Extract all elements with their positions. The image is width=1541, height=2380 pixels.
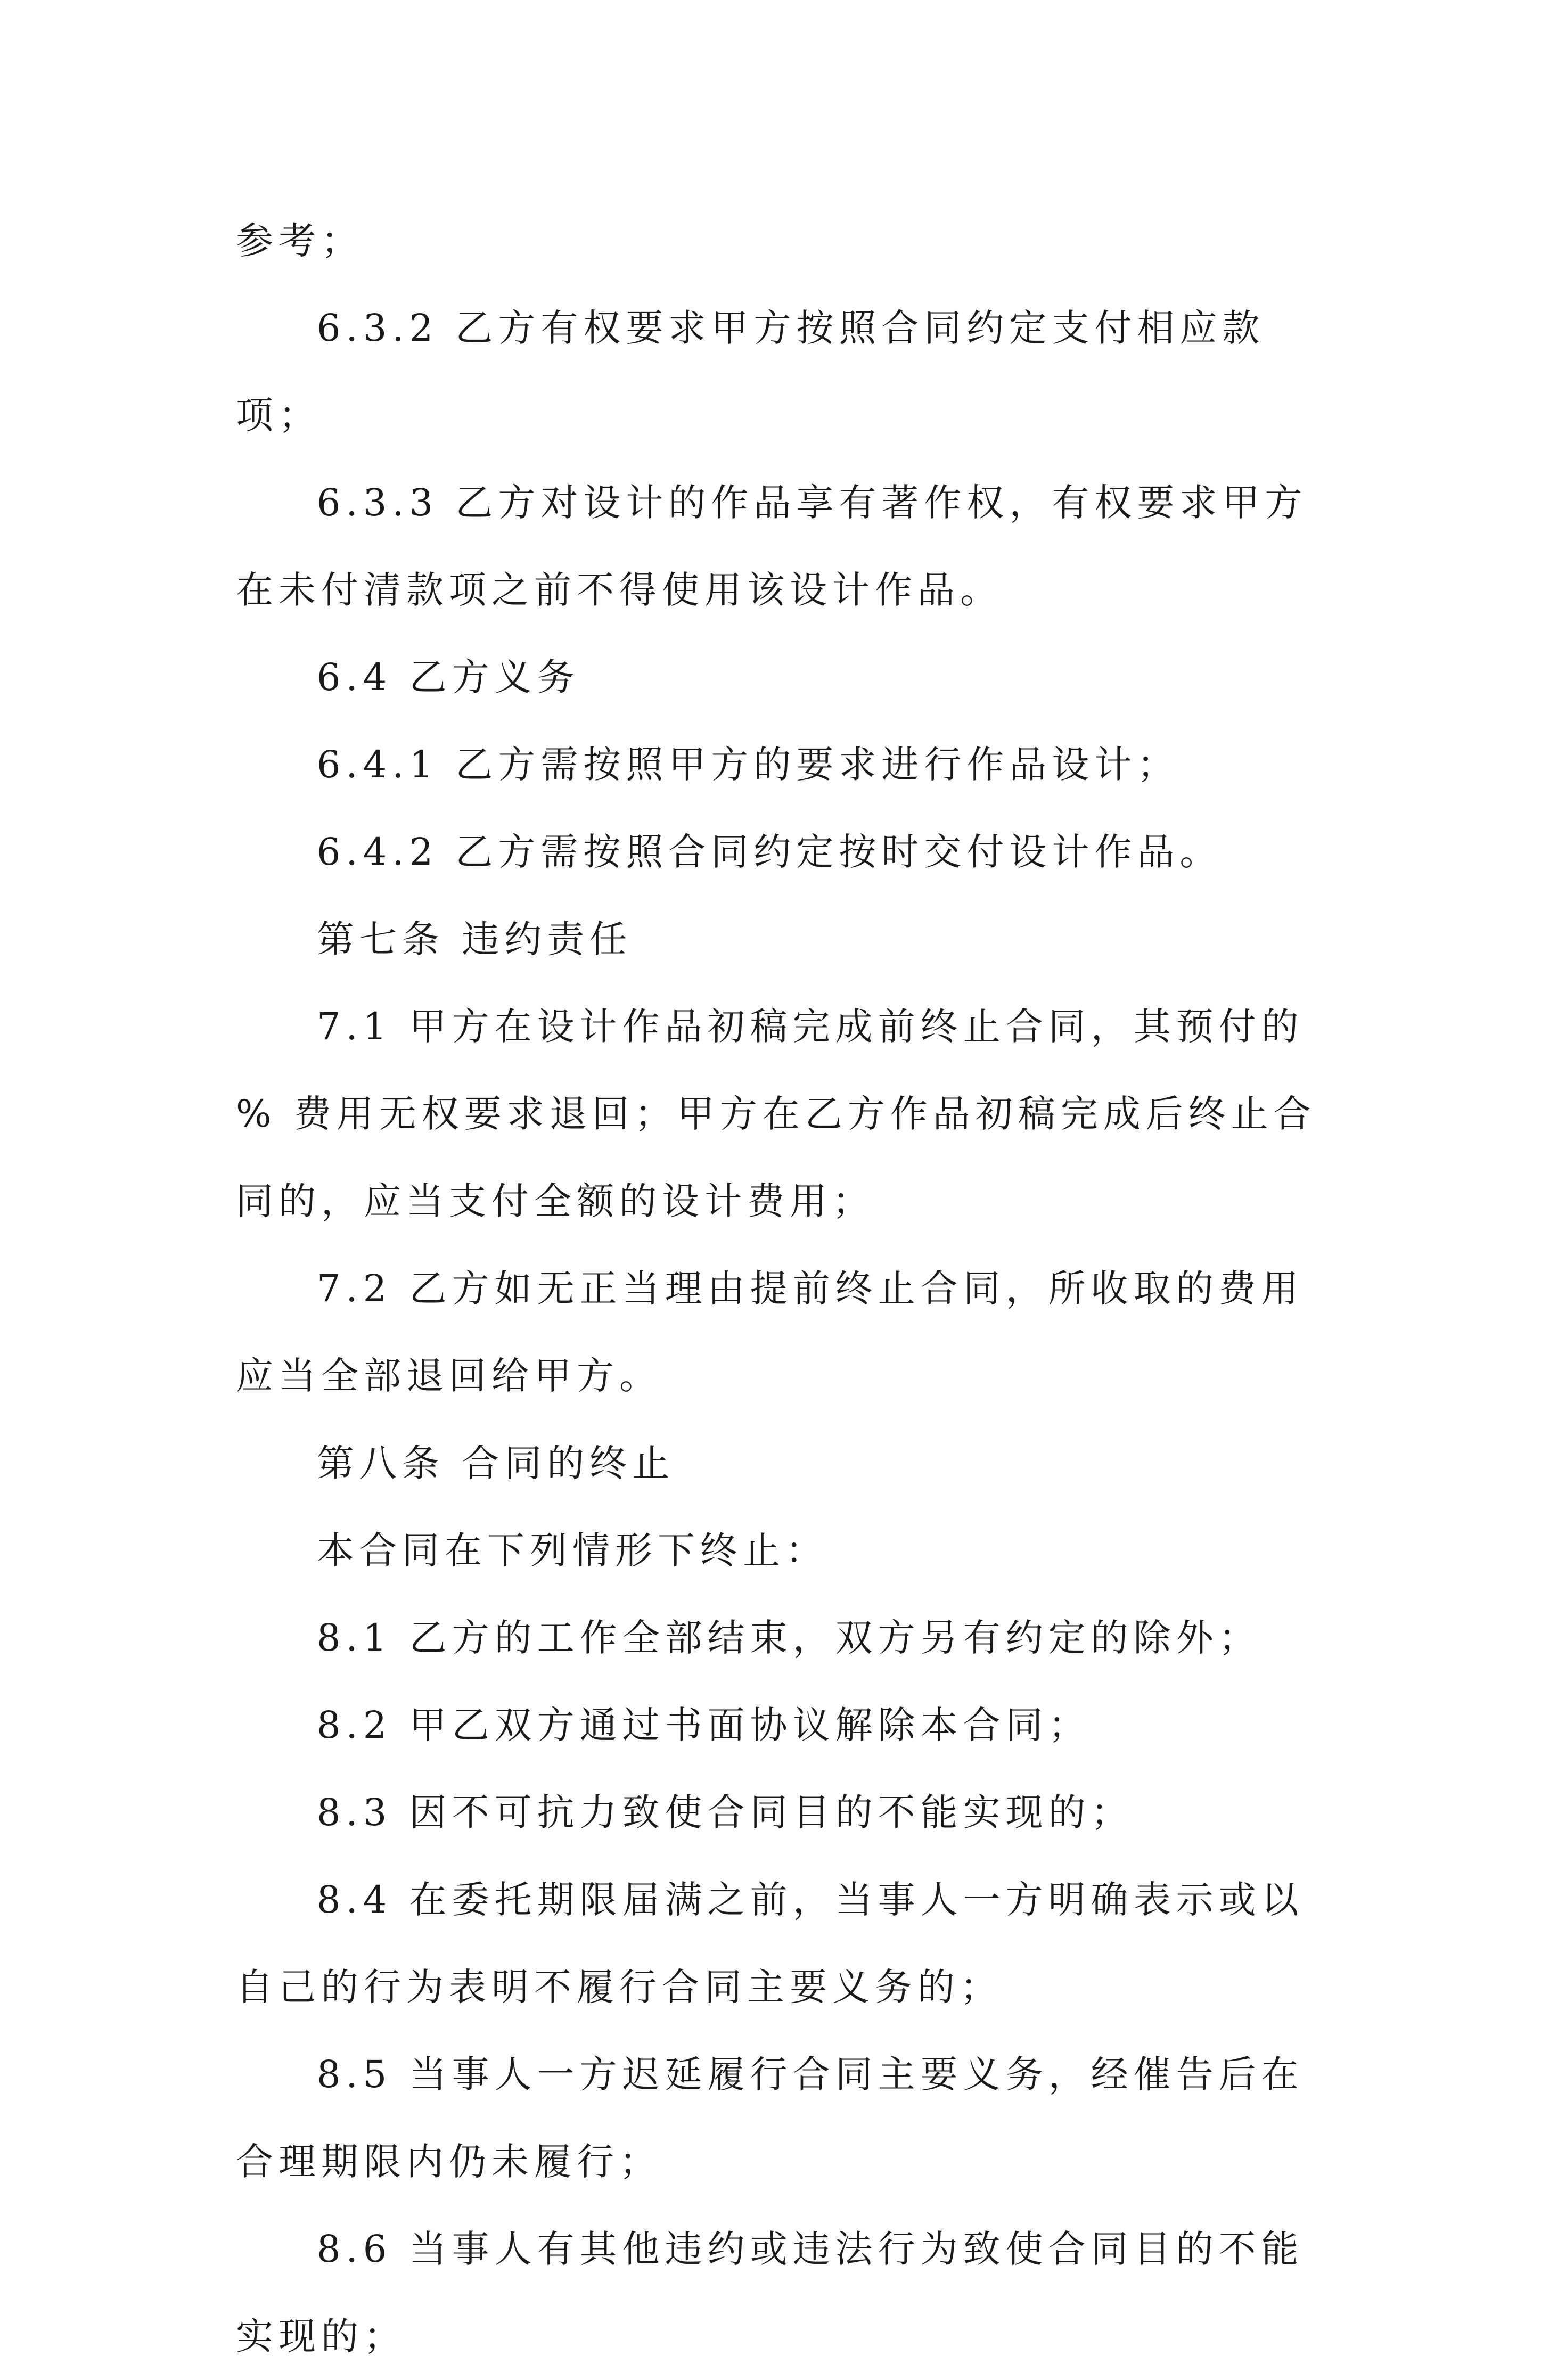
clause-8-4: 8.4 在委托期限届满之前，当事人一方明确表示或以自己的行为表明不履行合同主要义务的； xyxy=(236,1878,1304,2009)
clause-8-1: 8.1 乙方的工作全部结束，双方另有约定的除外； xyxy=(317,1616,1261,1660)
article-8-intro: 本合同在下列情形下终止： xyxy=(317,1529,828,1572)
clause-8-6: 8.6 当事人有其他违约或违法行为致使合同目的不能实现的； xyxy=(236,2227,1304,2358)
document-body xyxy=(236,197,1317,2380)
clause-6-4-1: 6.4.1 乙方需按照甲方的要求进行作品设计； xyxy=(317,743,1180,786)
clause-6-4-heading: 6.4 乙方义务 xyxy=(317,655,580,699)
clause-8-5: 8.5 当事人一方迟延履行合同主要义务，经催告后在合理期限内仍未履行； xyxy=(236,2053,1304,2184)
article-8-heading: 第八条 合同的终止 xyxy=(317,1441,675,1485)
clause-6-4-2: 6.4.2 乙方需按照合同约定按时交付设计作品。 xyxy=(317,830,1223,874)
clause-8-3: 8.3 因不可抗力致使合同目的不能实现的； xyxy=(317,1791,1134,1834)
clause-7-1: 7.1 甲方在设计作品初稿完成前终止合同，其预付的 % 费用无权要求退回；甲方在乙方作品初稿完成后终止合同的，应当支付全额的设计费用； xyxy=(236,1005,1316,1223)
article-7-heading: 第七条 违约责任 xyxy=(317,917,633,961)
paragraph-reference-tail: 参考； xyxy=(236,219,364,262)
clause-7-2: 7.2 乙方如无正当理由提前终止合同，所收取的费用应当全部退回给甲方。 xyxy=(236,1267,1304,1398)
clause-8-2: 8.2 甲乙双方通过书面协议解除本合同； xyxy=(317,1703,1091,1747)
clause-6-3-3: 6.3.3 乙方对设计的作品享有著作权，有权要求甲方在未付清款项之前不得使用该设计作品。 xyxy=(236,481,1308,612)
clause-6-3-2: 6.3.2 乙方有权要求甲方按照合同约定支付相应款项； xyxy=(236,306,1265,437)
